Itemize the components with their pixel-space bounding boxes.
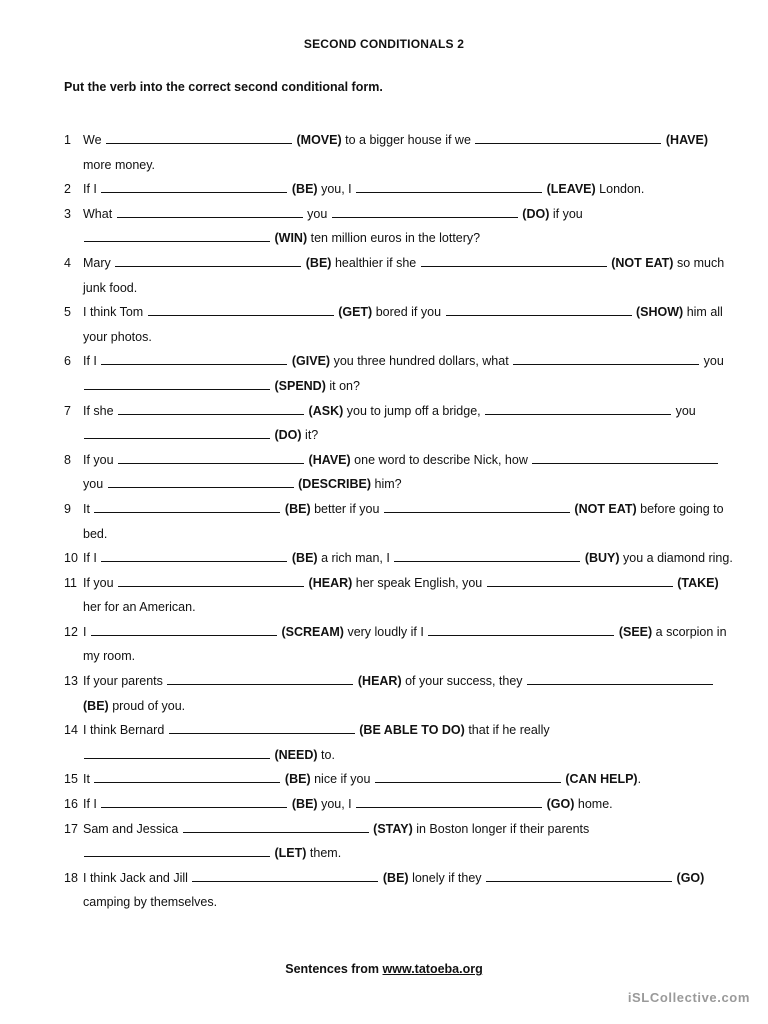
item-text: you three hundred dollars, what <box>333 354 509 369</box>
exercise-item <box>64 399 734 448</box>
answer-blank[interactable] <box>118 399 304 415</box>
exercise-item <box>64 128 734 177</box>
item-text: you <box>703 354 724 369</box>
item-text: home. <box>577 797 613 812</box>
item-number: 2 <box>64 182 71 197</box>
item-text: ten million euros in the lottery? <box>310 231 481 246</box>
answer-blank[interactable] <box>101 546 287 562</box>
answer-blank[interactable] <box>192 866 378 882</box>
item-text: What <box>83 206 113 221</box>
answer-blank[interactable] <box>375 767 561 783</box>
verb-cue: (GET) <box>338 305 373 320</box>
item-text: to. <box>321 747 335 762</box>
answer-blank[interactable] <box>101 792 287 808</box>
answer-blank[interactable] <box>485 399 671 415</box>
answer-blank[interactable] <box>446 300 632 316</box>
item-number: 5 <box>64 305 71 320</box>
verb-cue: (MOVE) <box>296 133 342 147</box>
item-text: lonely if they <box>412 870 482 885</box>
item-text: you, I <box>321 797 352 812</box>
item-text: of your success, they <box>405 674 523 689</box>
item-text: you, I <box>321 182 352 197</box>
exercise-item <box>64 792 734 817</box>
exercise-list <box>64 128 734 915</box>
verb-cue: (HEAR) <box>357 674 402 689</box>
item-number: 11 <box>64 575 77 590</box>
answer-blank[interactable] <box>169 718 355 734</box>
item-text: if you <box>552 206 583 221</box>
item-text: healthier if she <box>334 255 417 270</box>
item-text: her speak English, you <box>355 575 483 590</box>
item-number: 8 <box>64 452 71 467</box>
item-number: 1 <box>64 133 71 147</box>
item-text: more money. <box>83 157 156 172</box>
answer-blank[interactable] <box>106 128 292 144</box>
answer-blank[interactable] <box>532 448 718 464</box>
verb-cue: (HEAR) <box>308 575 353 590</box>
answer-blank[interactable] <box>486 866 672 882</box>
item-text: Mary <box>83 255 111 270</box>
verb-cue: (NOT EAT) <box>611 255 674 270</box>
item-text: you a diamond ring. <box>623 551 733 566</box>
item-text: If your parents <box>83 674 163 689</box>
verb-cue: (BE) <box>382 870 409 885</box>
exercise-item <box>64 817 734 866</box>
item-number: 15 <box>64 772 78 787</box>
verb-cue: (BE) <box>291 551 318 566</box>
answer-blank[interactable] <box>527 669 713 685</box>
item-text: I think Bernard <box>83 723 165 738</box>
item-text: If I <box>83 797 97 812</box>
verb-cue: (BE) <box>291 182 318 197</box>
item-text: it on? <box>329 378 360 393</box>
answer-blank[interactable] <box>101 349 287 365</box>
item-number: 12 <box>64 624 78 639</box>
item-text: you <box>675 403 696 418</box>
item-text: a rich man, I <box>321 551 390 566</box>
verb-cue: (BE ABLE TO DO) <box>359 723 465 738</box>
answer-blank[interactable] <box>118 571 304 587</box>
verb-cue: (NEED) <box>274 747 318 762</box>
item-text: We <box>83 133 102 147</box>
verb-cue: (SHOW) <box>636 305 684 320</box>
item-text: If I <box>83 354 97 369</box>
exercise-item <box>64 620 734 669</box>
tatoeba-link[interactable]: www.tatoeba.org <box>382 962 483 976</box>
item-text: I think Tom <box>83 305 144 320</box>
exercise-item <box>64 349 734 398</box>
item-text: you to jump off a bridge, <box>346 403 481 418</box>
item-text: I <box>83 624 87 639</box>
verb-cue: (HAVE) <box>308 452 351 467</box>
item-text: If you <box>83 575 114 590</box>
verb-cue: (DO) <box>274 428 302 443</box>
answer-blank[interactable] <box>84 226 270 242</box>
answer-blank[interactable] <box>167 669 353 685</box>
exercise-item <box>64 177 734 202</box>
verb-cue: (GO) <box>546 797 575 812</box>
answer-blank[interactable] <box>108 472 294 488</box>
page-title: SECOND CONDITIONALS 2 <box>303 37 465 51</box>
item-text: it? <box>305 428 319 443</box>
verb-cue: (BE) <box>284 501 311 516</box>
item-text: her for an American. <box>83 600 196 615</box>
exercise-item <box>64 497 734 546</box>
footer-prefix: Sentences from <box>285 962 380 976</box>
item-text: before going to bed. <box>83 501 724 541</box>
item-text: bored if you <box>375 305 442 320</box>
verb-cue: (ASK) <box>308 403 344 418</box>
answer-blank[interactable] <box>394 546 580 562</box>
item-number: 3 <box>64 206 71 221</box>
verb-cue: (GIVE) <box>291 354 331 369</box>
item-number: 17 <box>64 821 78 836</box>
answer-blank[interactable] <box>115 251 301 267</box>
answer-blank[interactable] <box>428 620 614 636</box>
item-text: nice if you <box>314 772 371 787</box>
item-text: Sam and Jessica <box>83 821 179 836</box>
item-text: . <box>637 772 642 787</box>
item-number: 18 <box>64 870 78 885</box>
verb-cue: (CAN HELP) <box>565 772 638 787</box>
item-text: you <box>307 206 328 221</box>
item-text: one word to describe Nick, how <box>354 452 528 467</box>
verb-cue: (NOT EAT) <box>574 501 637 516</box>
exercise-item <box>64 202 734 251</box>
verb-cue: (LET) <box>274 846 307 861</box>
verb-cue: (BE) <box>284 772 311 787</box>
item-number: 10 <box>64 551 78 566</box>
item-number: 16 <box>64 797 78 812</box>
item-text: London. <box>599 182 645 197</box>
item-text: If I <box>83 182 97 197</box>
verb-cue: (HAVE) <box>665 133 709 147</box>
verb-cue: (BE) <box>83 698 109 713</box>
item-text: them. <box>309 846 342 861</box>
answer-blank[interactable] <box>487 571 673 587</box>
answer-blank[interactable] <box>101 177 287 193</box>
verb-cue: (GO) <box>676 870 705 885</box>
watermark-logo: iSLCollective.com <box>627 990 750 1005</box>
item-text: It <box>83 772 90 787</box>
exercise-item <box>64 546 734 571</box>
item-text: better if you <box>314 501 380 516</box>
item-text: I think Jack and Jill <box>83 870 188 885</box>
verb-cue: (SEE) <box>618 624 653 639</box>
item-number: 9 <box>64 501 71 516</box>
answer-blank[interactable] <box>356 792 542 808</box>
answer-blank[interactable] <box>513 349 699 365</box>
answer-blank[interactable] <box>384 497 570 513</box>
answer-blank[interactable] <box>332 202 518 218</box>
answer-blank[interactable] <box>475 128 661 144</box>
item-text: It <box>83 501 90 516</box>
item-text: camping by themselves. <box>83 895 218 910</box>
item-text: him all your photos. <box>83 305 723 344</box>
answer-blank[interactable] <box>84 423 270 439</box>
item-number: 7 <box>64 403 71 418</box>
item-text: that if he really <box>468 723 550 738</box>
item-number: 13 <box>64 674 78 689</box>
answer-blank[interactable] <box>84 841 270 857</box>
exercise-item <box>64 718 734 767</box>
item-text: If you <box>83 452 114 467</box>
answer-blank[interactable] <box>84 743 270 759</box>
item-text: If I <box>83 551 97 566</box>
answer-blank[interactable] <box>94 767 280 783</box>
item-text: in Boston longer if their parents <box>416 821 590 836</box>
exercise-item <box>64 669 734 718</box>
item-number: 14 <box>64 723 78 738</box>
item-text: If she <box>83 403 114 418</box>
item-number: 6 <box>64 354 71 369</box>
answer-blank[interactable] <box>183 817 369 833</box>
exercise-item <box>64 448 734 497</box>
exercise-item <box>64 866 734 915</box>
answer-blank[interactable] <box>94 497 280 513</box>
verb-cue: (SCREAM) <box>281 624 344 639</box>
answer-blank[interactable] <box>84 374 270 390</box>
answer-blank[interactable] <box>91 620 277 636</box>
verb-cue: (TAKE) <box>677 575 719 590</box>
instruction: Put the verb into the correct second conditional form. <box>64 80 383 94</box>
verb-cue: (WIN) <box>274 231 308 246</box>
exercise-item <box>64 571 734 620</box>
verb-cue: (BE) <box>291 797 318 812</box>
answer-blank[interactable] <box>117 202 303 218</box>
exercise-item <box>64 251 734 300</box>
item-text: very loudly if I <box>347 624 424 639</box>
exercise-item <box>64 767 734 792</box>
verb-cue: (DO) <box>522 206 550 221</box>
item-number: 4 <box>64 255 71 270</box>
answer-blank[interactable] <box>118 448 304 464</box>
verb-cue: (DESCRIBE) <box>298 477 372 492</box>
verb-cue: (BE) <box>305 255 332 270</box>
item-text: to a bigger house if we <box>345 133 471 147</box>
verb-cue: (LEAVE) <box>546 182 596 197</box>
item-text: you <box>83 477 104 492</box>
exercise-item <box>64 300 734 349</box>
answer-blank[interactable] <box>421 251 607 267</box>
item-text: him? <box>374 477 402 492</box>
item-text: a scorpion in my room. <box>83 624 727 664</box>
item-text: proud of you. <box>112 698 186 713</box>
footer-credit <box>0 962 768 976</box>
verb-cue: (BUY) <box>584 551 620 566</box>
item-text: so much junk food. <box>83 255 725 295</box>
verb-cue: (SPEND) <box>274 378 326 393</box>
answer-blank[interactable] <box>148 300 334 316</box>
answer-blank[interactable] <box>356 177 542 193</box>
verb-cue: (STAY) <box>373 821 413 836</box>
